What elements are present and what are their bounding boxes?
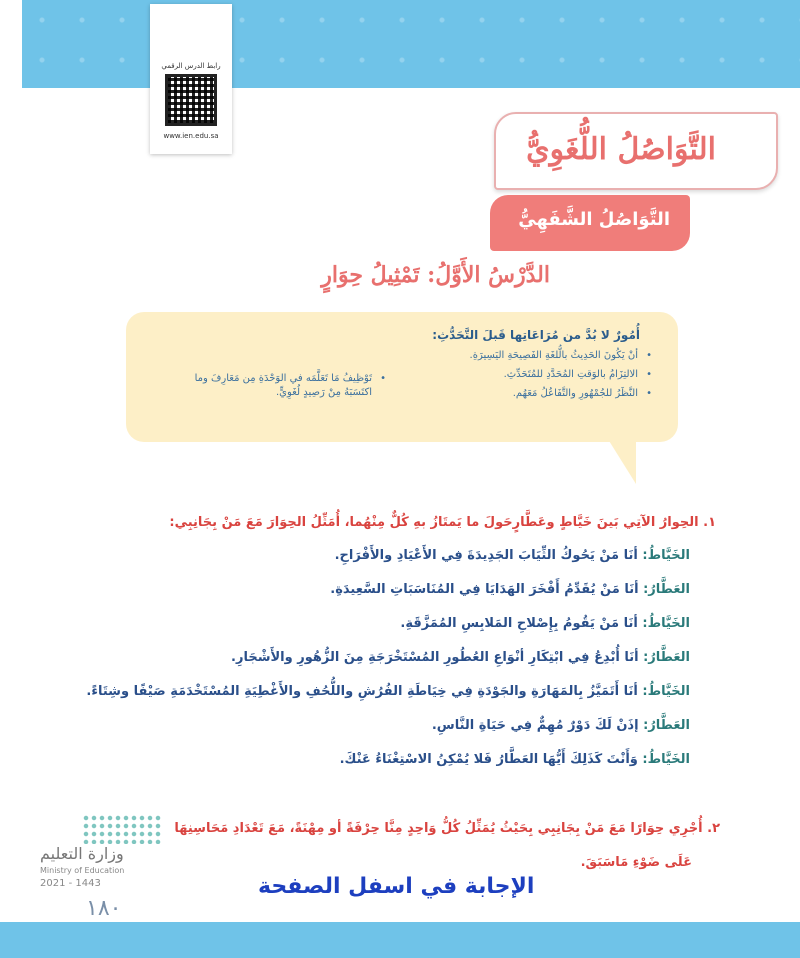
tip-item: • الالتِزَامُ بالوَقتِ المُحَدَّدِ للمُتَحَدِّثِ. [392,369,652,380]
tip-item: • أنْ يَكُونَ الحَدِيثُ بالُّلغَةِ الفَصِيحَةِ اليَسِيرَةِ. [392,350,652,361]
question-2-line1: ٢. أُجْرِي حِوَارًا مَعَ مَنْ بِجَانِبِي بِحَيْثُ يُمَثِّلُ كُلُّ وَاحِدٍ مِنَّا حِرْفَةً أو مِهْنَةً، مَعَ تَعْدَادِ مَحَاسِنِهَا [174,821,720,836]
tips-list-left [186,372,386,400]
line-text: أنَا أُبْدِعُ فِي ابْتِكَارِ أنْوَاعِ العُطُورِ المُسْتَخْرَجَةِ مِنَ الزُّهُورِ والأَشْجَارِ. [231,650,639,665]
bubble-tail [606,436,636,484]
ministry-year: 2021 - 1443 [40,878,101,889]
qr-label: رابط الدرس الرقمي [161,62,221,70]
speaker: الخَيَّاطُ: [642,548,690,563]
line-text: أنَا أَتَمَيَّزُ بِالمَهَارَةِ والجَوْدَةِ فِي خِيَاطَةِ الفُرُشِ واللُّحُفِ والأَغْطِيَةِ المُسْتَخْدَمَةِ صَيْفًا وشِتَاءً. [86,684,638,699]
section-title-box [490,195,690,251]
qr-card[interactable] [150,4,232,154]
dialogue-line [50,718,690,752]
speaker: الخَيَّاطُ: [642,752,690,767]
ministry-dots-icon [82,814,162,844]
top-banner [22,0,800,88]
tips-bubble [126,312,678,442]
line-text: إذَنْ لَكَ دَوْرٌ مُهِمٌّ فِي حَيَاةِ النَّاسِ. [431,718,639,733]
dialogue-line [50,650,690,684]
speaker: الخَيَّاطُ: [642,684,690,699]
line-text: أنَا مَنْ يَقُومُ بِإِصْلاحِ المَلابِسِ المُمَزَّقَةِ. [400,616,638,631]
speaker: العَطَّارُ: [643,650,690,665]
speaker: العَطَّارُ: [643,718,690,733]
tips-list-right [392,350,652,407]
dialogue-line [50,684,690,718]
page-number: ١٨٠ [86,896,122,921]
dialogue-list [50,548,690,786]
line-text: أنَا مَنْ يُقَدِّمُ أَفْخَرَ الهَدَايَا فِي المُنَاسَبَاتِ السَّعِيدَةِ. [330,582,639,597]
speaker: العَطَّارُ: [643,582,690,597]
line-text: أنَا مَنْ يَحُوكُ الثِّيَابَ الجَدِيدَةَ فِي الأَعْيَادِ والأَفْرَاحِ. [334,548,638,563]
answer-note: الإجابة في اسفل الصفحة [258,874,535,899]
line-text: وَأَنْتَ كَذَلِكَ أَيُّهَا العَطَّارُ فَلا يُمْكِنُ الاسْتِغْنَاءُ عَنْكَ. [339,752,638,767]
qr-url[interactable]: www.ien.edu.sa [163,132,219,140]
speaker: الخَيَّاطُ: [642,616,690,631]
tips-heading: أُمُورٌ لا بُدَّ من مُرَاعَاتِها قَبلَ التَّحَدُّثِ: [432,328,640,342]
banner-pattern [22,0,800,88]
unit-title-box [494,112,778,190]
section-title: التَّوَاصُلُ الشَّفَهِيُّ [518,209,670,230]
question-2-line2: عَلَى ضَوْءِ مَاسَبَقَ. [580,855,692,870]
dialogue-line [50,616,690,650]
dialogue-line [50,752,690,786]
bottom-banner [0,922,800,958]
unit-title: التَّوَاصُلُ اللُّغَوِيُّ [526,132,716,167]
tip-item: • النَّظَرُ للجُمْهُورِ والتَّفَاعُلُ مَعَهُم. [392,388,652,399]
ministry-english: Ministry of Education [40,866,125,875]
dialogue-line [50,548,690,582]
dialogue-line [50,582,690,616]
question-1: ١. الحِوارُ الآتِي بَينَ خَيَّاطٍ وعَطَّارٍحَولَ ما يَمتَازُ بهِ كُلٌّ مِنْهُما، أُمَثِّلُ الحِوَارَ مَعَ مَنْ بِجَانِبِي: [169,515,716,530]
lesson-title: الدَّرْسُ الأَوَّلُ: تَمْثِيلُ حِوَارٍ [321,262,550,288]
qr-code-icon[interactable] [165,74,217,126]
ministry-arabic: وزارة التعليم [40,844,124,863]
tip-item: • تَوْظِيفُ مَا تَعَلَّمَه في الوَحْدَةِ مِن مَعَارِفَ وما اكتَسَبَهُ مِنْ رَصِيدٍ لُغَوِيٍّ. [186,372,386,400]
